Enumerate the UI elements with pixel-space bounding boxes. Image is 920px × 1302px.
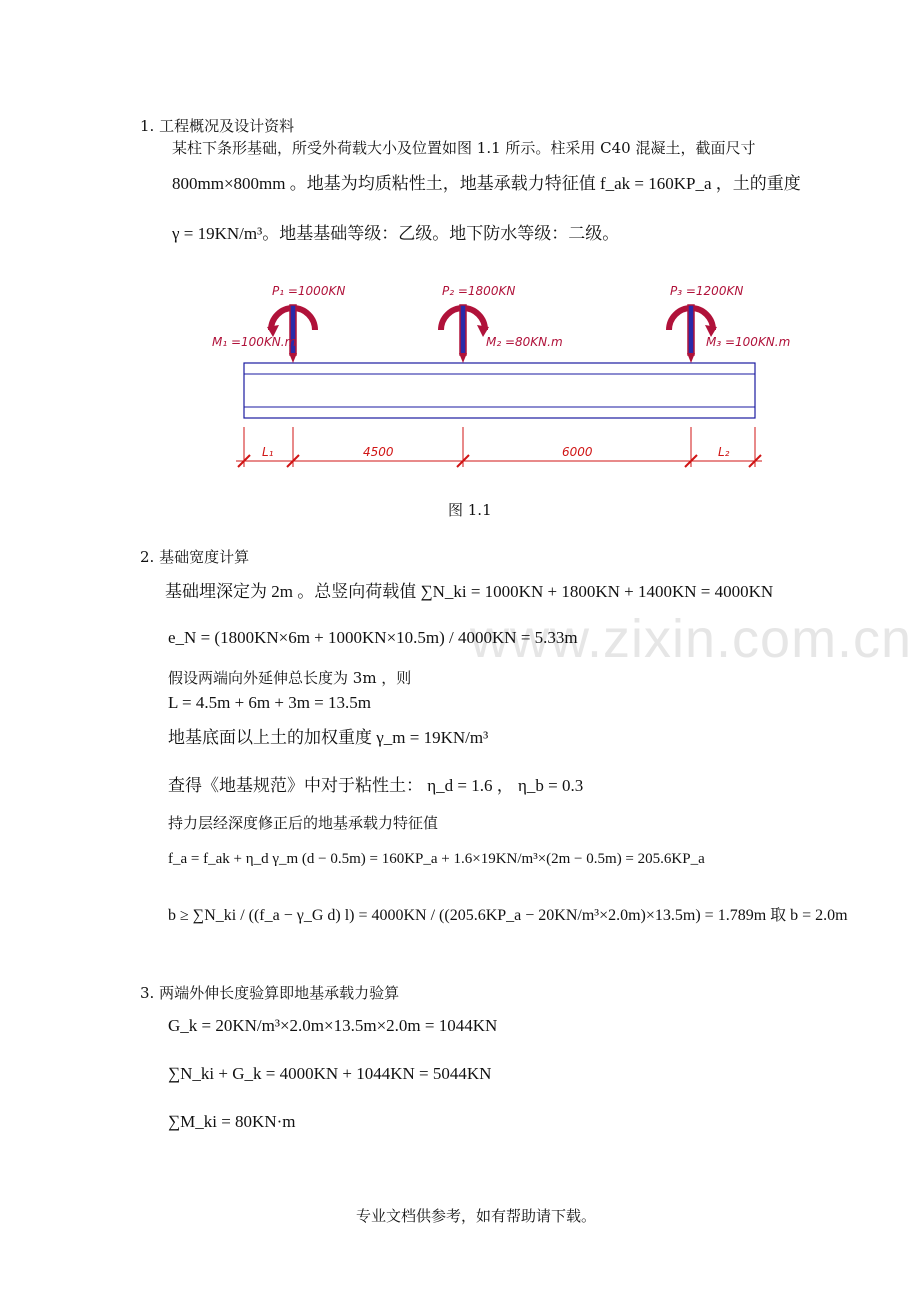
dim-l1: L₁ bbox=[262, 445, 274, 459]
figure-caption: 图 1.1 bbox=[448, 501, 492, 519]
total-moment-formula: ∑M_ki = 80KN·m bbox=[168, 1112, 296, 1131]
section-1-line-1: 某柱下条形基础，所受外荷载大小及位置如图 1.1 所示。柱采用 C40 混凝土，截面尺寸 bbox=[172, 139, 756, 157]
dim-l2: L₂ bbox=[718, 445, 730, 459]
foundation-weight-formula: G_k = 20KN/m³×2.0m×13.5m×2.0m = 1044KN bbox=[168, 1016, 498, 1035]
load-1-p-label: P₁ =1000KN bbox=[272, 284, 346, 298]
watermark: www.zixin.com.cn bbox=[470, 609, 913, 669]
dim-6000: 6000 bbox=[562, 445, 593, 459]
load-1 bbox=[267, 305, 315, 363]
load-2-p-label: P₂ =1800KN bbox=[442, 284, 516, 298]
load-2 bbox=[441, 305, 489, 363]
code-coefficients: 查得《地基规范》中对于粘性土： η_d = 1.6 ， η_b = 0.3 bbox=[168, 776, 584, 795]
section-3-heading: 3. 两端外伸长度验算即地基承载力验算 bbox=[140, 984, 400, 1002]
width-formula: b ≥ ∑N_ki / ((f_a − γ_G d) l) = 4000KN / ((205.6KP_a − 20KN/m³×2.0m)×13.5m) = 1.789m 取 b = 2.0m bbox=[168, 907, 848, 924]
corrected-bearing-formula: f_a = f_ak + η_d γ_m (d − 0.5m) = 160KP_a + 1.6×19KN/m³×(2m − 0.5m) = 205.6KP_a bbox=[168, 851, 705, 867]
section-1-line-3: γ = 19KN/m³。地基基础等级：乙级。地下防水等级：二级。 bbox=[172, 224, 620, 243]
dim-4500: 4500 bbox=[363, 445, 394, 459]
extension-assumption: 假设两端向外延伸总长度为 3m ，则 bbox=[168, 669, 412, 687]
load-3-p-label: P₃ =1200KN bbox=[670, 284, 744, 298]
beam-load-diagram bbox=[200, 275, 800, 475]
load-1-m-label: M₁ =100KN.m bbox=[212, 335, 297, 349]
load-2-m-label: M₂ =80KN.m bbox=[486, 335, 563, 349]
dimension-line bbox=[236, 427, 762, 467]
load-3-m-label: M₃ =100KN.m bbox=[706, 335, 791, 349]
section-2-heading: 2. 基础宽度计算 bbox=[140, 548, 250, 566]
section-1-heading: 1. 工程概况及设计资料 bbox=[140, 117, 295, 135]
corrected-bearing-heading: 持力层经深度修正后的地基承载力特征值 bbox=[168, 814, 439, 832]
footer-note: 专业文档供参考，如有帮助请下载。 bbox=[356, 1207, 597, 1225]
foundation-beam bbox=[244, 363, 755, 418]
eccentricity-formula: e_N = (1800KN×6m + 1000KN×10.5m) / 4000KN = 5.33m bbox=[168, 628, 578, 647]
weighted-unit-weight: 地基底面以上土的加权重度 γ_m = 19KN/m³ bbox=[168, 728, 489, 747]
load-3 bbox=[669, 305, 717, 363]
total-load-formula: ∑N_ki + G_k = 4000KN + 1044KN = 5044KN bbox=[168, 1064, 492, 1083]
total-vertical-load: 基础埋深定为 2m 。总竖向荷载值 ∑N_ki = 1000KN + 1800KN + 1400KN = 4000KN bbox=[165, 582, 774, 601]
section-1-line-2: 800mm×800mm 。地基为均质粘性土，地基承载力特征值 f_ak = 160KP_a ，土的重度 bbox=[172, 174, 801, 193]
length-formula: L = 4.5m + 6m + 3m = 13.5m bbox=[168, 693, 371, 712]
